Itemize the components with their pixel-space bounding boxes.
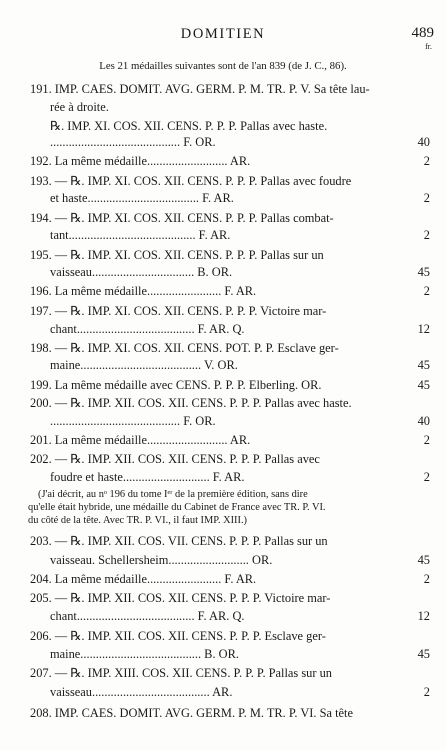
entry-line: vaisseau................................. B. OR. (50, 265, 233, 279)
entry-line: tant......................................... F. AR. (50, 228, 231, 242)
entry-line: 195. — ℞. IMP. XI. COS. XII. CENS. P. P. P. Pallas sur un (30, 248, 324, 262)
entry-line: .......................................... F. OR. (50, 414, 216, 428)
entry-price: 2 (423, 685, 430, 699)
entry-line: 206. — ℞. IMP. XII. COS. XII. CENS. P. P. P. Esclave ger- (30, 629, 326, 643)
entry-price: 2 (423, 572, 430, 586)
entry-line: 205. — ℞. IMP. XII. COS. XII. CENS. P. P. P. Victoire mar- (30, 591, 331, 605)
note-line: (J'ai décrit, au nᵒ 196 du tome Iᵉʳ de la première édition, sans dire (38, 489, 308, 500)
entry-price: 2 (423, 433, 430, 447)
entry-line: 192. La même médaille.......................... AR. (30, 154, 251, 168)
note-line: du côté de la tête. Avec TR. P. VI., il faut IMP. XIII.) (28, 515, 248, 526)
entry-price: 45 (417, 265, 430, 279)
entry-price: 2 (423, 191, 430, 205)
entry-line: rée à droite. (50, 100, 109, 114)
intro-line: Les 21 médailles suivantes sont de l'an 839 (de J. C., 86). (99, 60, 347, 72)
entry-line: chant...................................... F. AR. Q. (50, 322, 245, 336)
entry-price: 40 (417, 135, 430, 149)
note-line: qu'elle était hybride, une médaille du Cabinet de France avec TR. P. VI. (28, 502, 326, 513)
entry-line: 199. La même médaille avec CENS. P. P. P. Elberling. OR. (30, 378, 322, 392)
entry-line: et haste.................................... F. AR. (50, 191, 234, 205)
page-number: 489 (411, 25, 434, 41)
entry-price: 45 (417, 553, 430, 567)
entry-line: 200. — ℞. IMP. XII. COS. XII. CENS. P. P. P. Pallas avec haste. (30, 396, 352, 410)
entry-line: maine....................................... V. OR. (50, 358, 238, 372)
entry-line: 202. — ℞. IMP. XII. COS. XII. CENS. P. P. P. Pallas avec (30, 452, 320, 466)
entry-price: 45 (417, 358, 430, 372)
entry-price: 12 (417, 609, 430, 623)
entry-line: 201. La même médaille.......................... AR. (30, 433, 251, 447)
entry-line: vaisseau. Schellersheim.......................... OR. (50, 553, 273, 567)
entry-line: chant...................................... F. AR. Q. (50, 609, 245, 623)
entry-line: foudre et haste............................ F. AR. (50, 470, 245, 484)
entry-price: 40 (417, 414, 430, 428)
entry-line: ℞. IMP. XI. COS. XII. CENS. P. P. P. Pallas avec haste. (50, 119, 328, 133)
currency-unit: fr. (425, 42, 432, 51)
entry-line: 198. — ℞. IMP. XI. COS. XII. CENS. POT. P. P. Esclave ger- (30, 341, 339, 355)
page-title: DOMITIEN (180, 26, 266, 42)
entry-line: 196. La même médaille........................ F. AR. (30, 284, 257, 298)
entry-line: 191. IMP. CAES. DOMIT. AVG. GERM. P. M. TR. P. V. Sa tête lau- (30, 82, 370, 96)
entry-price: 45 (417, 647, 430, 661)
entry-line: 197. — ℞. IMP. XI. COS. XII. CENS. P. P. P. Victoire mar- (30, 304, 327, 318)
entry-price: 2 (423, 470, 430, 484)
entry-price: 12 (417, 322, 430, 336)
entry-price: 45 (417, 378, 430, 392)
entry-line: 193. — ℞. IMP. XI. COS. XII. CENS. P. P. P. Pallas avec foudre (30, 174, 352, 188)
page-header (0, 26, 446, 56)
entry-line: .......................................... F. OR. (50, 135, 216, 149)
entry-line: 208. IMP. CAES. DOMIT. AVG. GERM. P. M. TR. P. VI. Sa tête (30, 706, 353, 720)
entry-line: vaisseau...................................... AR. (50, 685, 233, 699)
entry-line: 203. — ℞. IMP. XII. COS. VII. CENS. P. P. P. Pallas sur un (30, 534, 328, 548)
entry-line: maine....................................... B. OR. (50, 647, 239, 661)
entry-price: 2 (423, 228, 430, 242)
entry-line: 204. La même médaille........................ F. AR. (30, 572, 257, 586)
entry-price: 2 (423, 154, 430, 168)
entry-line: 207. — ℞. IMP. XIII. COS. XII. CENS. P. P. P. Pallas sur un (30, 666, 332, 680)
entry-line: 194. — ℞. IMP. XI. COS. XII. CENS. P. P. P. Pallas combat- (30, 211, 334, 225)
entry-price: 2 (423, 284, 430, 298)
